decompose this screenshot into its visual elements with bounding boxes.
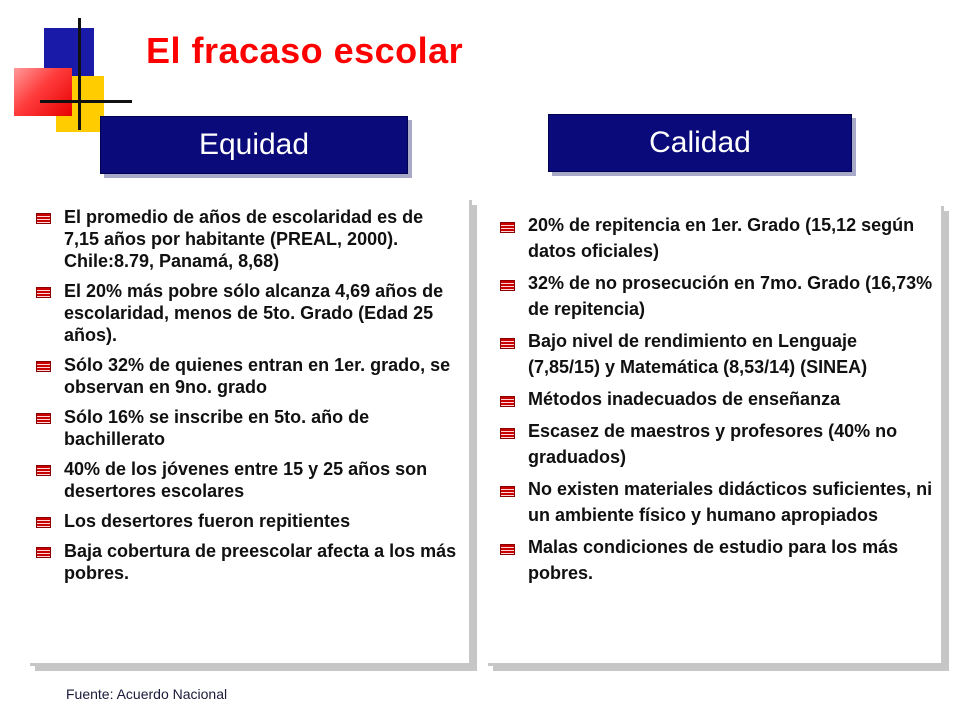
bullet-icon: [36, 413, 51, 424]
bullet-icon: [500, 428, 515, 439]
list-item-text: Sólo 32% de quienes entran en 1er. grado, se observan en 9no. grado: [64, 355, 451, 397]
list-item-text: Escasez de maestros y profesores (40% no graduados): [528, 421, 898, 467]
list-item-text: Bajo nivel de rendimiento en Lenguaje (7,85/15) y Matemática (8,53/14) (SINEA): [528, 331, 868, 377]
list-item: [32, 280, 459, 346]
equidad-header: Equidad: [100, 116, 408, 174]
logo-vertical-line: [78, 18, 81, 130]
list-item: [32, 406, 459, 450]
list-item-text: 40% de los jóvenes entre 15 y 25 años son desertores escolares: [64, 459, 428, 501]
list-item-text: No existen materiales didácticos suficientes, ni un ambiente físico y humano apropiados: [528, 479, 933, 525]
list-item: [32, 510, 459, 532]
bullet-icon: [36, 517, 51, 528]
bullet-icon: [500, 544, 515, 555]
logo-horizontal-line: [40, 100, 132, 103]
list-item: [496, 270, 933, 322]
calidad-header: Calidad: [548, 114, 852, 172]
list-item: [496, 212, 933, 264]
list-item: [496, 476, 933, 528]
equidad-panel: [30, 200, 472, 666]
list-item: [496, 534, 933, 586]
list-item: [32, 540, 459, 584]
bullet-icon: [36, 547, 51, 558]
bullet-icon: [500, 280, 515, 291]
list-item-text: Los desertores fueron repitientes: [64, 511, 351, 531]
list-item-text: 20% de repitencia en 1er. Grado (15,12 según datos oficiales): [528, 215, 915, 261]
list-item-text: El promedio de años de escolaridad es de 7,15 años por habitante (PREAL, 2000). Chile:8.79, Panamá, 8,68): [64, 207, 424, 271]
bullet-icon: [36, 465, 51, 476]
list-item-text: 32% de no prosecución en 7mo. Grado (16,73% de repitencia): [528, 273, 933, 319]
bullet-icon: [500, 222, 515, 233]
list-item-text: Métodos inadecuados de enseñanza: [528, 389, 841, 409]
list-item: [496, 418, 933, 470]
list-item: [496, 386, 933, 412]
list-item-text: Baja cobertura de preescolar afecta a los más pobres.: [64, 541, 457, 583]
logo-red-square: [14, 68, 72, 116]
bullet-icon: [500, 396, 515, 407]
source-note: Fuente: Acuerdo Nacional: [66, 686, 228, 702]
list-item: [32, 206, 459, 272]
equidad-list: [32, 206, 459, 584]
list-item: [496, 328, 933, 380]
list-item-text: Malas condiciones de estudio para los más pobres.: [528, 537, 899, 583]
bullet-icon: [36, 287, 51, 298]
calidad-panel: [488, 206, 944, 666]
list-item-text: El 20% más pobre sólo alcanza 4,69 años de escolaridad, menos de 5to. Grado (Edad 25 años).: [64, 281, 444, 345]
bullet-icon: [500, 486, 515, 497]
list-item: [32, 354, 459, 398]
calidad-list: [496, 212, 933, 586]
bullet-icon: [500, 338, 515, 349]
slide-title: El fracaso escolar: [146, 30, 464, 71]
bullet-icon: [36, 361, 51, 372]
list-item-text: Sólo 16% se inscribe en 5to. año de bachillerato: [64, 407, 370, 449]
bullet-icon: [36, 213, 51, 224]
list-item: [32, 458, 459, 502]
